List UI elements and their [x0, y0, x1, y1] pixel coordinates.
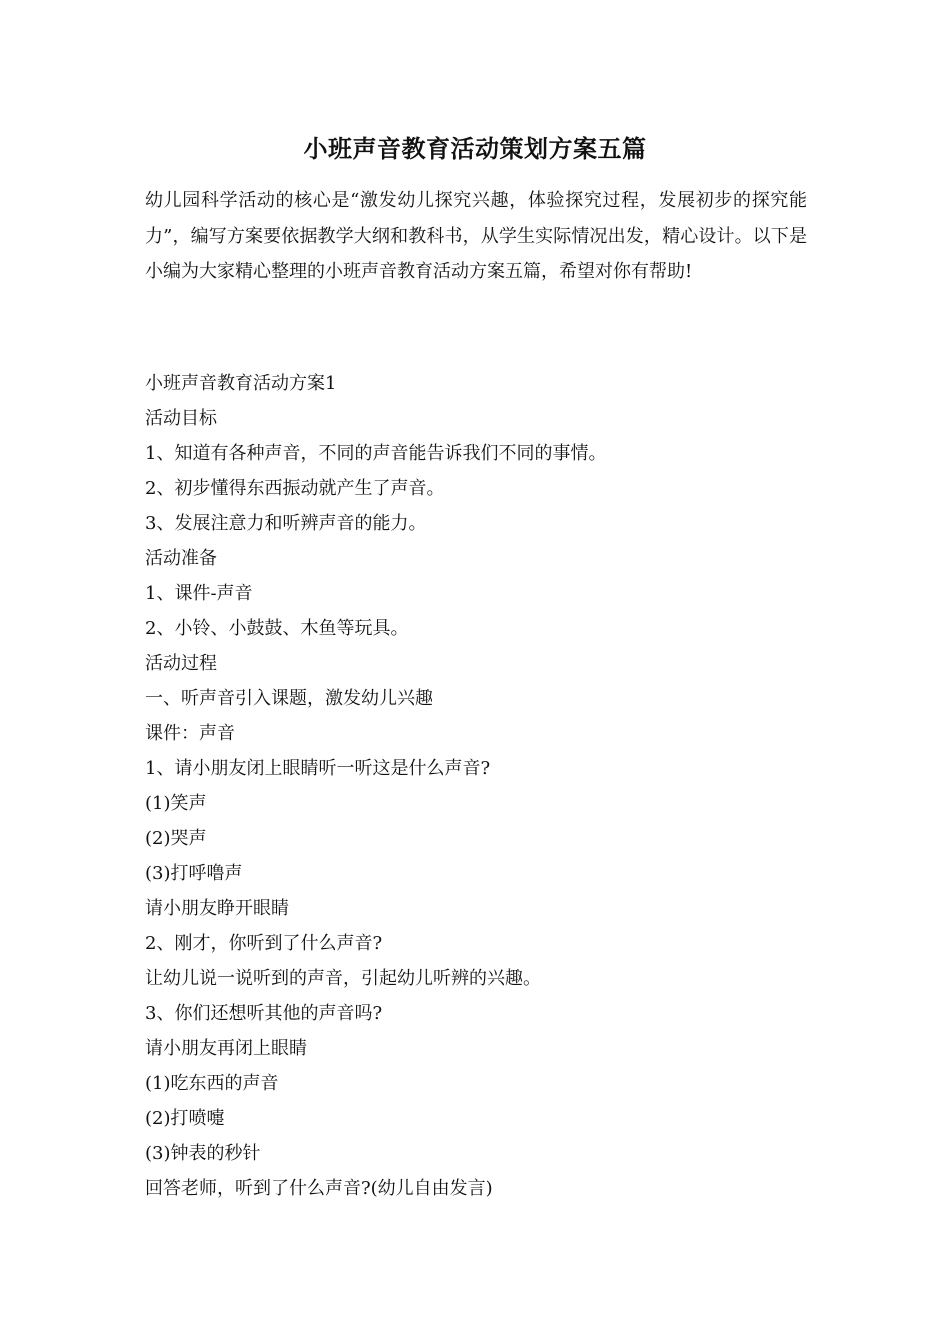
body-line: 课件：声音 — [145, 723, 235, 744]
body-line: (3)钟表的秒针 — [145, 1143, 261, 1164]
body-line: 请小朋友睁开眼睛 — [145, 898, 289, 919]
body-line: 请小朋友再闭上眼睛 — [145, 1038, 307, 1059]
body-line: (2)哭声 — [145, 828, 207, 849]
body-line: (1)吃东西的声音 — [145, 1073, 279, 1094]
document-title: 小班声音教育活动策划方案五篇 — [303, 134, 647, 163]
intro-paragraph: 幼儿园科学活动的核心是“激发幼儿探究兴趣，体验探究过程，发展初步的探究能力”，编写方案要依据教学大纲和教科书，从学生实际情况出发，精心设计。以下是小编为大家精心整理的小班声音教育活动方案五篇，希望对你有帮助! — [145, 190, 807, 282]
body-line: 3、你们还想听其他的声音吗? — [145, 1003, 383, 1024]
body-line: 3、发展注意力和听辨声音的能力。 — [145, 513, 427, 534]
body-line: 活动目标 — [145, 408, 217, 429]
document-body — [145, 366, 807, 1206]
body-line: 回答老师，听到了什么声音?(幼儿自由发言) — [145, 1178, 493, 1199]
body-line: (3)打呼噜声 — [145, 863, 243, 884]
body-line: 小班声音教育活动方案1 — [145, 373, 337, 394]
body-line: (1)笑声 — [145, 793, 207, 814]
body-line: 让幼儿说一说听到的声音，引起幼儿听辨的兴趣。 — [145, 968, 541, 989]
body-line: 2、小铃、小鼓鼓、木鱼等玩具。 — [145, 618, 409, 639]
body-line: 一、听声音引入课题，激发幼儿兴趣 — [145, 688, 433, 709]
body-line: 1、请小朋友闭上眼睛听一听这是什么声音? — [145, 758, 491, 779]
body-line: 2、刚才，你听到了什么声音? — [145, 933, 383, 954]
body-line: 活动准备 — [145, 548, 217, 569]
body-line: 1、知道有各种声音，不同的声音能告诉我们不同的事情。 — [145, 443, 607, 464]
body-line: 1、课件-声音 — [145, 583, 253, 604]
body-line: 活动过程 — [145, 653, 217, 674]
body-line: (2)打喷嚏 — [145, 1108, 225, 1129]
body-line: 2、初步懂得东西振动就产生了声音。 — [145, 478, 445, 499]
